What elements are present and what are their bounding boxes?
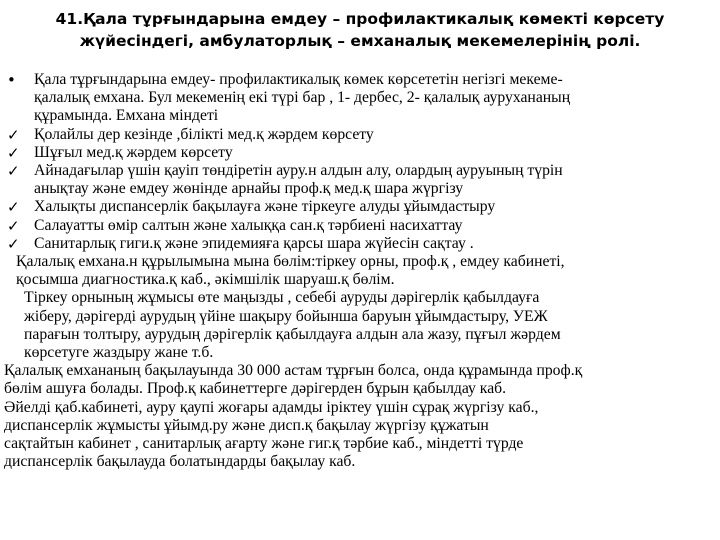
paragraph-line: бөлім ашуға болады. Проф.қ кабинеттерге дәрігерден бұрын қабылдау каб. <box>4 380 507 398</box>
paragraph-line: парағын толтыру, аурудың дәрігерлік қабылдауға алдын ала жазу, пұғыл жәрдем <box>24 325 561 343</box>
paragraph-line: диспансерлік бақылауда болатындарды бақылау каб. <box>4 453 356 471</box>
checkmark-icon: ✓ <box>7 234 20 253</box>
list-item-text-line: қалалық емхана. Бул мекеменің екі түрі бар , 1- дербес, 2- қалалық аурухананың <box>34 89 571 107</box>
list-item-text-line: Халықты диспансерлік бақылауға және тіркеуге алуды ұйымдастыру <box>34 198 496 216</box>
body-text <box>4 71 716 471</box>
paragraph-line: Қалалық емхананың бақылауында 30 000 астам тұрғын болса, онда құрамында проф.қ <box>4 362 583 380</box>
list-item-text-line: Қала тұрғындарына емдеу- профилактикалық көмек көрсететін негізгі мекеме- <box>34 71 563 88</box>
list-item <box>4 162 716 198</box>
paragraph-registry <box>4 289 716 362</box>
list-item-text-line: анықтау және емдеу жөнінде арнайы проф.қ мед.қ шара жүргізу <box>34 180 464 198</box>
list-item-text-line: Санитарлық гиги.қ және эпидемияға қарсы шара жүйесін сақтау . <box>34 234 474 252</box>
paragraph-line: Қалалық емхана.н құрылымына мына бөлім:тіркеу орны, проф.қ , емдеу кабинеті, <box>16 253 565 271</box>
list-item-text-line: Айнадағылар үшін қауіп төндіретін ауру.н алдын алу, олардың ауруының түрін <box>34 162 563 180</box>
paragraph-line: диспансерлік жұмысты ұйымд.ру және дисп.қ бақылау жүргізу құжатын <box>4 416 489 434</box>
list-item <box>4 144 716 162</box>
list-item-text-line: Қолайлы дер кезінде ,білікті мед.қ жәрдем көрсету <box>34 125 374 143</box>
paragraph-line: Әйелді қаб.кабинеті, ауру қаупі жоғары адамды іріктеу үшін сұрақ жүргізу каб., <box>4 398 539 416</box>
list-item <box>4 198 716 216</box>
paragraph-prevention <box>4 362 716 471</box>
paragraph-line: Тіркеу орнының жұмысы өте маңызды , себебі ауруды дәрігерлік қабылдауға <box>24 289 540 307</box>
title-line-2: жүйесіндегі, амбулаторлық – емханалық мекемелерінің ролі. <box>79 32 641 50</box>
paragraph-line: көрсетуге жаздыру жане т.б. <box>24 344 214 362</box>
list-item-text-line: Салауатты өмір салтын және халыққа сан.қ тәрбиені насихаттау <box>34 216 463 234</box>
list-item-text-line: Шұғыл мед.қ жәрдем көрсету <box>34 143 233 161</box>
title-line-1: 41.Қала тұрғындарына емдеу – профилактикалық көмекті көрсету <box>55 10 665 28</box>
page-title <box>40 8 680 52</box>
checkmark-icon: ✓ <box>7 216 20 235</box>
paragraph-structure <box>4 253 716 289</box>
checkmark-icon: ✓ <box>7 143 20 162</box>
checkmark-icon: ✓ <box>7 162 20 181</box>
bullet-list <box>4 71 716 253</box>
list-item <box>4 217 716 235</box>
paragraph-line: жіберу, дәрігерді аурудың үйіне шақыру бойынша баруын ұйымдастыру, УЕЖ <box>24 307 548 325</box>
checkmark-icon: ✓ <box>7 125 20 144</box>
list-item <box>4 235 716 253</box>
list-item <box>4 71 716 126</box>
list-item <box>4 126 716 144</box>
bullet-dot-icon: • <box>7 71 16 89</box>
paragraph-line: қосымша диагностика.қ каб., әкімшілік шаруаш.қ бөлім. <box>16 271 395 289</box>
checkmark-icon: ✓ <box>7 198 20 217</box>
list-item-text-line: құрамында. Емхана міндеті <box>34 107 219 125</box>
paragraph-line: сақтайтын кабинет , санитарлық ағарту және гиг.қ тәрбие каб., міндетті түрде <box>4 435 524 453</box>
